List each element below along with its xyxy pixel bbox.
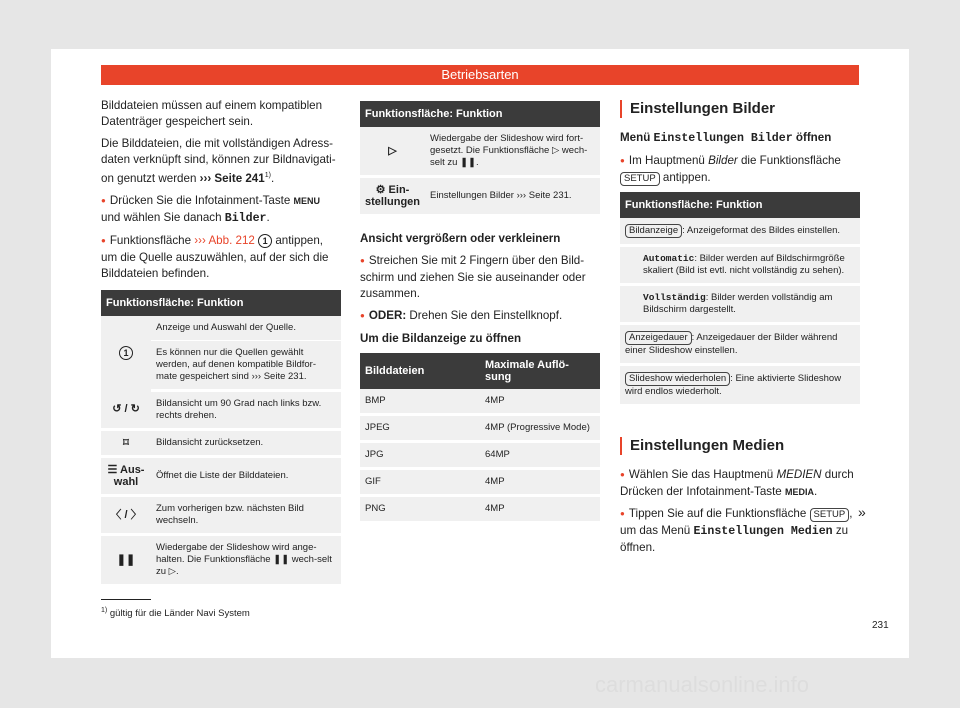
section-title: Einstellungen Bilder xyxy=(620,100,860,118)
resolution-table: Bilddateien Maximale Auflö-sung BMP 4MP JPEG 4MP (Progressive Mode) JPG 64MP GIF 4MP PNG 4MP xyxy=(360,353,600,524)
column-3 xyxy=(620,100,860,562)
footnote-rule xyxy=(101,599,151,600)
bullet: ● ODER: Drehen Sie den Einstellknopf. xyxy=(360,308,600,325)
watermark: carmanualsonline.info xyxy=(595,672,810,697)
subheading: Ansicht vergrößern oder verkleinern xyxy=(360,232,561,245)
display-duration-button[interactable]: Anzeigedauer xyxy=(625,331,692,345)
bullet: ● Drücken Sie die Infotainment-Taste MENU und wählen Sie danach Bilder. xyxy=(101,193,341,227)
resolution-row: BMP 4MP xyxy=(360,389,600,415)
bullet: ● Im Hauptmenü Bilder die Funktionsfläche SETUP antippen. xyxy=(620,153,860,186)
column-1 xyxy=(101,98,341,587)
setup-button[interactable]: SETUP xyxy=(810,508,850,522)
paragraph: Die Bilddateien, die mit vollständigen Adress-daten verknüpft sind, können zur Bildnavigati-on genutzt werden ››› Seite 241$^{1)}$. xyxy=(101,137,336,185)
rotate-icon: ↺ / ↻ xyxy=(101,390,151,429)
settings-table: Funktionsfläche: Funktion Bildanzeige : Anzeigeformat des Bildes einstellen. Automatic: Bilder werden auf Bildschirmgröße skaliert (Bild ist evtl. nicht vollständig zu sehen). Vollständig: Bilder werden vollständig am Bildschirm dargestellt. Anzeigedauer : Anzeigedauer der Bilder während einer Slideshow einstellen. Slideshow wiederholen : Eine aktivierte Slideshow wird endlos wiederholt. xyxy=(620,192,860,407)
pause-icon: ❚❚ xyxy=(101,534,151,585)
menu-line: Menü Einstellungen Bilder öffnen xyxy=(620,131,832,145)
reset-view-icon: ⌑ xyxy=(101,429,151,456)
play-icon: ▷ xyxy=(360,127,425,177)
bullet: ● Wählen Sie das Hauptmenü MEDIEN durch Drücken der Infotainment-Taste MEDIA. xyxy=(620,467,860,500)
number-1-icon: 1 xyxy=(119,346,133,360)
page-number: 231 xyxy=(872,620,889,631)
continue-marker: » xyxy=(858,504,866,520)
function-table: Funktionsfläche: Funktion 1 Anzeige und Auswahl der Quelle. Es können nur die Quellen gewählt werden, auf denen kompatible Bildfor-mate gespeichert sind ››› Seite 231. ↺ / ↻ Bildansicht um 90 Grad nach links bzw. rechts drehen. ⌑ Bildansicht zurücksetzen. ☰ Aus-wahl Öffnet die Liste der Bilddateien. 〈 / 〉 Zum vorherigen bzw. nächsten Bild wechseln. ❚❚ Wiedergabe der Slideshow wird ange-halten. Die Funktionsfläche ❚❚ wech-selt zu ▷. xyxy=(101,290,341,587)
resolution-row: PNG 4MP xyxy=(360,496,600,523)
bullet: ● Tippen Sie auf die Funktionsfläche SETUP , um das Menü Einstellungen Medien zu öffnen. xyxy=(620,506,860,556)
prev-next-icon: 〈 / 〉 xyxy=(101,495,151,534)
image-display-button[interactable]: Bildanzeige xyxy=(625,224,682,238)
resolution-row: JPEG 4MP (Progressive Mode) xyxy=(360,415,600,442)
footnote: $^{1)}$ gültig für die Länder Navi System xyxy=(101,607,250,620)
subheading: Um die Bildanzeige zu öffnen xyxy=(360,332,522,345)
bullet: ● Funktionsfläche ››› Abb. 212 1 antippen, um die Quelle auszuwählen, auf der sich die Bilddateien befinden. xyxy=(101,233,341,282)
bullet: ● Streichen Sie mit 2 Fingern über den Bild-schirm und ziehen Sie sie auseinander oder zusammen. xyxy=(360,253,600,302)
setup-button[interactable]: SETUP xyxy=(620,172,660,186)
figure-link[interactable]: ››› Abb. 212 xyxy=(194,233,255,247)
section-title: Einstellungen Medien xyxy=(620,437,860,455)
paragraph: Bilddateien müssen auf einem kompatiblen Datenträger gespeichert sein. xyxy=(101,99,323,128)
section-header: Betriebsarten xyxy=(101,65,859,85)
column-2 xyxy=(360,101,600,524)
resolution-row: JPG 64MP xyxy=(360,442,600,469)
repeat-slideshow-button[interactable]: Slideshow wiederholen xyxy=(625,372,730,386)
settings-icon: ⚙ Ein-stellungen xyxy=(360,177,425,216)
list-icon: ☰ Aus-wahl xyxy=(101,456,151,495)
function-table-continued: Funktionsfläche: Funktion ▷ Wiedergabe der Slideshow wird fort-gesetzt. Die Funktionsfläche ▷ wech-selt zu ❚❚. ⚙ Ein-stellungen Einstellungen Bilder ››› Seite 231. xyxy=(360,101,600,217)
resolution-row: GIF 4MP xyxy=(360,469,600,496)
